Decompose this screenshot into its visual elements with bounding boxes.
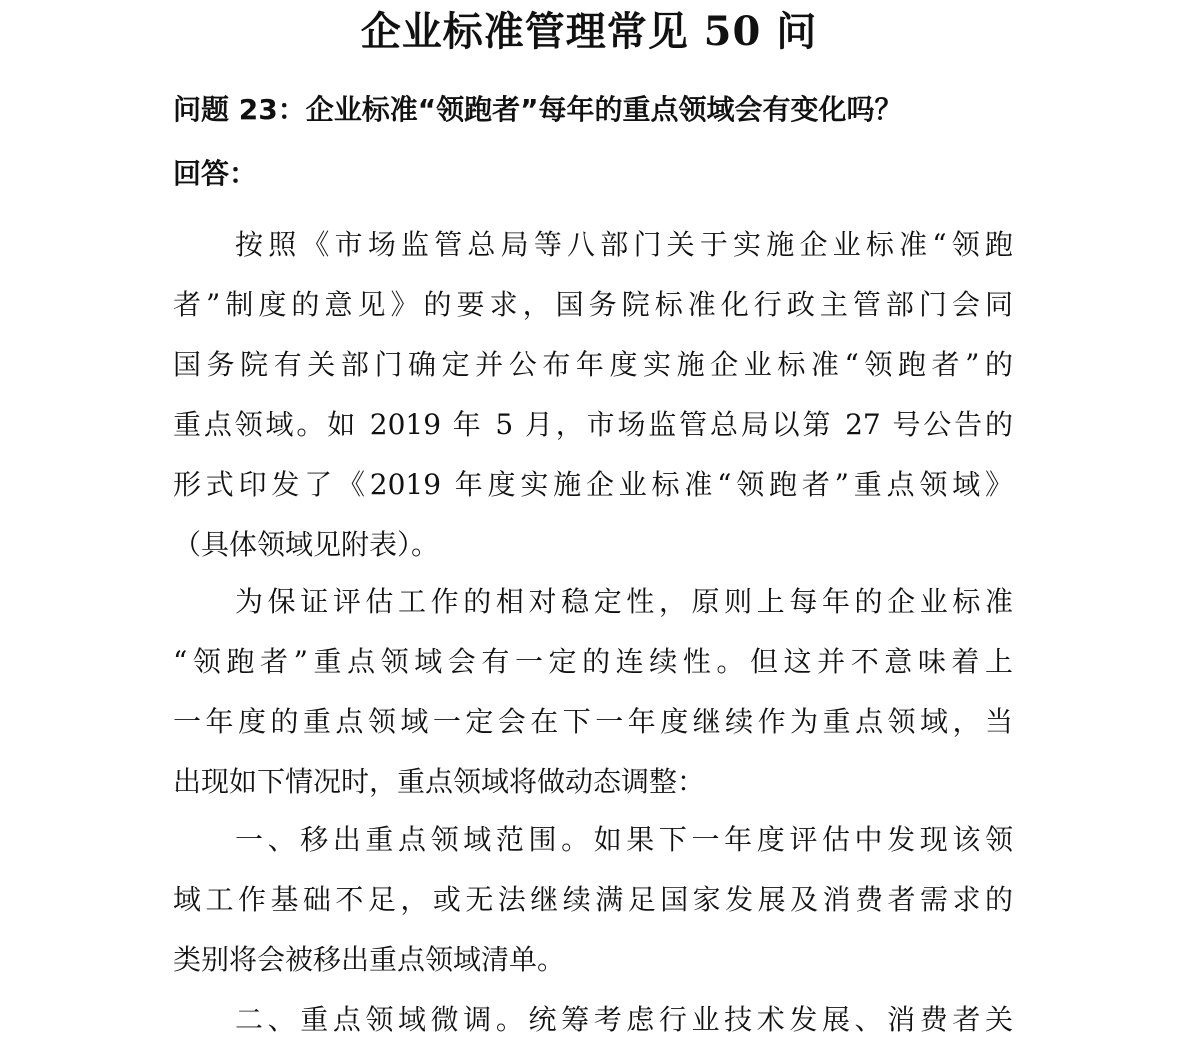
paragraph-line: 一年度的重点领域一定会在下一年度继续作为重点领域，当 [173,705,1013,738]
paragraph-line: 按照《市场监管总局等八部门关于实施企业标准“领跑 [235,228,1013,261]
paragraph-line: 重点领域。如 2019 年 5 月，市场监管总局以第 27 号公告的 [173,408,1013,441]
paragraph-line: （具体领域见附表）。 [173,528,440,561]
paragraph-line: 一、移出重点领域范围。如果下一年度评估中发现该领 [235,823,1013,856]
answer-label: 回答： [173,157,258,190]
paragraph-line: 二、重点领域微调。统筹考虑行业技术发展、消费者关 [235,1003,1013,1036]
question-heading: 问题 23：企业标准“领跑者”每年的重点领域会有变化吗？ [173,93,903,126]
paragraph-line: 为保证评估工作的相对稳定性，原则上每年的企业标准 [235,585,1013,618]
paragraph-line: 国务院有关部门确定并公布年度实施企业标准“领跑者”的 [173,348,1013,381]
paragraph-line: 类别将会被移出重点领域清单。 [173,943,566,976]
paragraph-2 [173,572,1013,812]
paragraph-line: 者”制度的意见》的要求，国务院标准化行政主管部门会同 [173,288,1013,321]
paragraph-3 [173,810,1013,990]
paragraph-line: “领跑者”重点领域会有一定的连续性。但这并不意味着上 [173,645,1013,678]
paragraph-line: 域工作基础不足，或无法继续满足国家发展及消费者需求的 [173,883,1013,916]
paragraph-line: 形式印发了《2019 年度实施企业标准“领跑者”重点领域》 [173,468,1013,501]
document-title: 企业标准管理常见 50 问 [360,8,818,55]
paragraph-line: 出现如下情况时，重点领域将做动态调整： [173,765,706,798]
paragraph-4 [173,990,1013,1050]
paragraph-1 [173,215,1013,575]
